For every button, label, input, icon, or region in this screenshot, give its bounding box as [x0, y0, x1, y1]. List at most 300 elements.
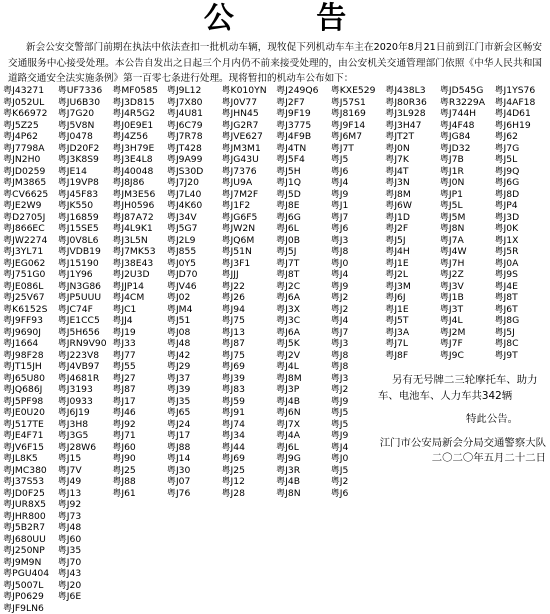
plate-number: 粤J680UU: [3, 534, 58, 546]
plate-number: 粤JMC380: [3, 465, 58, 477]
plate-number: 粤J7J20: [167, 177, 222, 189]
plate-number: 粤J12: [221, 476, 276, 488]
plate-number: 粤J3G5: [58, 430, 113, 442]
plate-number: 粤J20: [58, 580, 113, 592]
plate-number: 粤JD0F25: [3, 488, 58, 500]
plate-number: 粤J3D: [494, 212, 549, 224]
plate-number: 粤J6L: [276, 442, 331, 454]
plate-number: 粤J2L9: [167, 235, 222, 247]
plate-number: 粤JJP14: [112, 281, 167, 293]
plate-number: 粤JE14: [58, 166, 113, 178]
plate-number: 粤J5F4: [276, 154, 331, 166]
plate-number: 粤JVDB19: [58, 246, 113, 258]
plate-number: 粤J3R: [276, 465, 331, 477]
plate-number: 粤JJJ: [221, 269, 276, 281]
plate-number: 粤J1E: [385, 258, 440, 270]
plate-number: 粤J7H: [440, 258, 495, 270]
plate-number: 粤J15190: [58, 258, 113, 270]
plate-number: 粤JG84: [440, 131, 495, 143]
plate-number: 粤J2F7: [276, 97, 331, 109]
plate-number: 粤J3L928: [385, 108, 440, 120]
plate-number: 粤J80R36: [385, 97, 440, 109]
plate-number: 粤J27: [112, 373, 167, 385]
plate-number: 粤J43: [58, 568, 113, 580]
plate-number: 粤J2: [331, 292, 386, 304]
plate-number: 粤JE2W9: [3, 200, 58, 212]
plate-number: 粤J49: [58, 476, 113, 488]
plate-number: 粤J2F: [385, 223, 440, 235]
plate-number: 粤J1D: [385, 212, 440, 224]
plate-number: 粤J1Y96: [58, 269, 113, 281]
plate-number: 粤K6152S: [3, 304, 58, 316]
plate-number: 粤JN2H0: [3, 154, 58, 166]
plate-number: 粤J6E: [58, 591, 113, 603]
plate-number: 粤J48: [58, 522, 113, 534]
plate-number: 粤J8M: [385, 189, 440, 201]
plate-number: 粤J17: [167, 430, 222, 442]
plate-number: 粤J13: [221, 327, 276, 339]
plate-number: 粤J3X: [276, 304, 331, 316]
plate-number: 粤JQ686J: [3, 384, 58, 396]
plate-number: 粤J4: [331, 177, 386, 189]
plate-number: 粤J40048: [112, 166, 167, 178]
plate-number: 粤J5D: [276, 189, 331, 201]
plate-number: 粤J6W: [385, 200, 440, 212]
plate-number: 粤J22: [221, 281, 276, 293]
plate-number: 粤J91: [221, 407, 276, 419]
plate-number: 粤J6A: [276, 292, 331, 304]
plate-number: 粤JH0596: [112, 200, 167, 212]
plate-number: 粤J4Z56: [112, 131, 167, 143]
plate-number: 粤JQ6M: [221, 235, 276, 247]
plate-number: 粤J8: [331, 361, 386, 373]
plate-number: 粤J8G: [494, 315, 549, 327]
plate-number: 粤J5L: [494, 154, 549, 166]
plate-number: 粤J77: [112, 350, 167, 362]
plate-number: 粤J7L40: [167, 189, 222, 201]
plate-number: 粤J0E9E1: [112, 120, 167, 132]
plate-number: 粤JW2N: [221, 223, 276, 235]
plate-number: 粤J4VB97: [58, 361, 113, 373]
plate-number: 粤J6G: [276, 212, 331, 224]
plate-number: 粤J9C: [440, 350, 495, 362]
plate-number: 粤J4L: [440, 315, 495, 327]
plate-number: 粤J1Q: [276, 177, 331, 189]
plate-number: 粤J3N: [385, 177, 440, 189]
plate-number: 粤J9690J: [3, 327, 58, 339]
plate-number: 粤J4F48: [440, 120, 495, 132]
plate-number: 粤J9: [331, 430, 386, 442]
plate-number: 粤JP5UUU: [58, 292, 113, 304]
plate-column: [3, 85, 58, 489]
plate-number: 粤J517TE: [3, 419, 58, 431]
plate-number: 粤J88: [167, 442, 222, 454]
plate-number: 粤J5J: [385, 235, 440, 247]
plate-number: 粤J1B: [440, 292, 495, 304]
plate-number: 粤J4T: [385, 166, 440, 178]
plate-number: 粤J61: [112, 488, 167, 500]
plate-number: 粤J16859: [58, 212, 113, 224]
plate-number: 粤J6G: [494, 177, 549, 189]
plate-number: 粤J4P62: [3, 131, 58, 143]
plate-number: 粤JG2R7: [221, 120, 276, 132]
plate-number: 粤J15SE5: [58, 223, 113, 235]
plate-number: 粤J59: [221, 396, 276, 408]
plate-number: 粤J5K: [276, 338, 331, 350]
plate-number: 粤J90: [112, 453, 167, 465]
plate-number: 粤J9S: [494, 269, 549, 281]
plate-number: 粤J3M: [385, 281, 440, 293]
plate-number: 粤J48: [167, 338, 222, 350]
plate-number: 粤J4U81: [167, 108, 222, 120]
plate-number: 粤J4L9K1: [112, 223, 167, 235]
plate-number: 粤R3229A: [440, 97, 495, 109]
plate-number: 粤J87: [112, 384, 167, 396]
plate-number: 粤J5PF98: [3, 396, 58, 408]
plate-number: 粤J223V8: [58, 350, 113, 362]
plate-number: 粤J5007L: [3, 580, 58, 592]
plate-number: 粤J2C: [276, 281, 331, 293]
plate-number: 粤J5J: [276, 246, 331, 258]
plate-number: 粤J4H: [385, 246, 440, 258]
plate-number: 粤J8D: [494, 189, 549, 201]
plate-number: 粤J75: [221, 350, 276, 362]
plate-number: 粤J5H: [276, 166, 331, 178]
plate-number: 粤J3775: [276, 120, 331, 132]
plate-number: 粤J0: [331, 258, 386, 270]
plate-number: 粤J6M7: [331, 131, 386, 143]
plate-number: 粤J7G: [494, 143, 549, 155]
plate-number: 粤J37S53: [3, 476, 58, 488]
plate-number: 粤J2L: [385, 269, 440, 281]
plate-number: 粤J26: [221, 292, 276, 304]
plate-number: 粤J37: [167, 373, 222, 385]
plate-number: 粤JG6F5: [221, 212, 276, 224]
plate-number: 粤J7376: [221, 166, 276, 178]
plate-number: 粤J5B2R7: [3, 522, 58, 534]
plate-number: 粤JD20F2: [58, 143, 113, 155]
plate-number: 粤J9: [331, 396, 386, 408]
plate-number: 粤J28: [221, 488, 276, 500]
plate-number: 粤JP4: [494, 200, 549, 212]
plate-number: 粤J8E: [276, 200, 331, 212]
plate-number: 粤J4A: [276, 430, 331, 442]
plate-number: 粤J3A: [385, 327, 440, 339]
plate-number: 粤J5: [331, 407, 386, 419]
plate-number: 粤J9L12: [167, 85, 222, 97]
plate-number: 粤J1E: [385, 304, 440, 316]
plate-number: 粤J88: [112, 476, 167, 488]
plate-number: 粤J29: [167, 361, 222, 373]
plate-number: 粤J8T: [276, 269, 331, 281]
plate-number: 粤J9Q: [494, 166, 549, 178]
plate-number: 粤J19VP8: [58, 177, 113, 189]
plate-number: 粤JM3M1: [221, 143, 276, 155]
plate-number: 粤J24: [167, 419, 222, 431]
plate-number: 粤J3H47: [385, 120, 440, 132]
plate-number: 粤JM3E56: [112, 189, 167, 201]
plate-number: 粤JN3G86: [58, 281, 113, 293]
plate-number: 粤J4F9B: [276, 131, 331, 143]
plate-number: 粤JU9A: [221, 177, 276, 189]
plate-number: 粤J2Z: [440, 269, 495, 281]
plate-number: 粤J17: [112, 396, 167, 408]
plate-number: 粤J70: [58, 557, 113, 569]
plate-number: 粤J34: [221, 430, 276, 442]
plate-number: 粤J3V: [440, 281, 495, 293]
plate-number: 粤J5M: [440, 212, 495, 224]
plate-number: 粤JHN45: [221, 108, 276, 120]
plate-number: 粤J87: [221, 338, 276, 350]
plate-column: [58, 85, 113, 489]
plate-number: 粤J5: [331, 154, 386, 166]
plate-number: 粤J4W: [440, 246, 495, 258]
plate-number: 粤JT428: [167, 143, 222, 155]
plate-number: 粤J4B: [276, 476, 331, 488]
plate-number: 粤JVE627: [221, 131, 276, 143]
plate-number: 粤J0V8L6: [58, 235, 113, 247]
plate-number: 粤J2U3D: [112, 269, 167, 281]
plate-number: 粤J60: [58, 534, 113, 546]
plate-number: 粤J25: [221, 465, 276, 477]
plate-number: 粤J744H: [440, 108, 495, 120]
plate-number: 粤J14: [167, 453, 222, 465]
plate-number: 粤JU6B30: [58, 97, 113, 109]
plate-number: 粤JW2274: [3, 235, 58, 247]
plate-number: 粤JM3865: [3, 177, 58, 189]
plate-number: 粤J0N: [440, 177, 495, 189]
plate-number: 粤J7M2F: [221, 189, 276, 201]
plate-number: 粤J5: [331, 465, 386, 477]
plate-number: 粤J4B: [276, 396, 331, 408]
other-vehicles-note: 另有无号牌二三轮摩托车、助力车、电池车、人力车共342辆: [378, 373, 548, 404]
plate-number: 粤J8J86: [112, 177, 167, 189]
issuer-signature: 江门市公安局新会分局交通警察大队: [378, 436, 548, 452]
plate-number: 粤J39: [167, 384, 222, 396]
plate-number: 粤J7T: [331, 143, 386, 155]
plate-number: 粤J92: [58, 499, 113, 511]
plate-number: 粤J8N: [276, 488, 331, 500]
plate-number: 粤J5Z25: [3, 120, 58, 132]
plate-number: 粤J8C: [494, 338, 549, 350]
plate-number: 粤J69: [221, 361, 276, 373]
plate-number: 粤J92: [112, 419, 167, 431]
plate-number: 粤JT2T: [385, 131, 440, 143]
plate-column: [331, 85, 386, 489]
plate-number: 粤J0K: [494, 223, 549, 235]
plate-number: 粤J9M9N: [3, 557, 58, 569]
plate-number: 粤JUR8X5: [3, 499, 58, 511]
plate-number: 粤J4K60: [167, 200, 222, 212]
plate-number: 粤J3E4L8: [112, 154, 167, 166]
plate-number: 粤MF0585: [112, 85, 167, 97]
plate-number: 粤K66972: [3, 108, 58, 120]
plate-number: 粤J7: [331, 212, 386, 224]
plate-number: 粤KXE529: [331, 85, 386, 97]
plate-number: 粤J73: [58, 511, 113, 523]
plate-number: 粤J4D61: [494, 108, 549, 120]
plate-number: 粤JV6F15: [3, 442, 58, 454]
plate-number: 粤J9: [331, 281, 386, 293]
plate-number: 粤J4R5G2: [112, 108, 167, 120]
plate-number: 粤J5T: [385, 315, 440, 327]
plate-number: 粤J44: [221, 442, 276, 454]
plate-number: 粤J6J: [385, 292, 440, 304]
plate-number: 粤J43271: [3, 85, 58, 97]
plate-number: 粤JF9LN6: [3, 603, 58, 614]
plate-number: 粤JE1CC5: [58, 315, 113, 327]
notice-title: 公 告: [0, 2, 550, 36]
plate-number: 粤J8: [331, 246, 386, 258]
plate-number: 粤J855: [167, 246, 222, 258]
plate-number: 粤J438L3: [385, 85, 440, 97]
plate-number: 粤J4E: [494, 281, 549, 293]
plate-number: 粤J9G: [276, 453, 331, 465]
plate-number: 粤J3L5N: [112, 235, 167, 247]
plate-number: 粤J87A72: [112, 212, 167, 224]
plate-number: 粤J30: [167, 465, 222, 477]
plate-number: 粤J34V: [167, 212, 222, 224]
plate-number: 粤J2: [331, 304, 386, 316]
plate-number: 粤J46: [112, 407, 167, 419]
plate-number: 粤J35: [58, 545, 113, 557]
plate-number: 粤J65U80: [3, 373, 58, 385]
plate-number: 粤J6A: [276, 327, 331, 339]
plate-number: 粤J052UL: [3, 97, 58, 109]
plate-number: 粤J7MK53: [112, 246, 167, 258]
plate-number: 粤J9A99: [167, 154, 222, 166]
plate-number: 粤J0933: [58, 396, 113, 408]
plate-number: 粤J7F: [440, 338, 495, 350]
plate-number: 粤J8M: [276, 373, 331, 385]
plate-number: 粤J8F: [385, 350, 440, 362]
plate-number: 粤PGU404: [3, 568, 58, 580]
plate-number: 粤J751G0: [3, 269, 58, 281]
plate-number: 粤J1F2: [221, 200, 276, 212]
plate-number: 粤J0V77: [221, 97, 276, 109]
plate-number: 粤D2705J: [3, 212, 58, 224]
plate-number: 粤J33: [112, 338, 167, 350]
plate-number: 粤J51: [167, 315, 222, 327]
plate-number: 粤J5R: [494, 246, 549, 258]
plate-number: 粤J2M: [440, 327, 495, 339]
plate-number: 粤JS30D: [167, 166, 222, 178]
plate-number: 粤J3K8S9: [58, 154, 113, 166]
plate-number: 粤J15: [58, 453, 113, 465]
plate-number: 粤JRN9V90: [58, 338, 113, 350]
plate-number: 粤J51N: [221, 246, 276, 258]
plate-number: 粤J7R78: [167, 131, 222, 143]
plate-number: 粤J6C79: [167, 120, 222, 132]
plate-number: 粤J9F19: [276, 108, 331, 120]
plate-number: 粤JM4: [167, 304, 222, 316]
plate-number: 粤J3: [331, 235, 386, 247]
plate-number: 粤JG43U: [221, 154, 276, 166]
plate-number: 粤J1YS76: [494, 85, 549, 97]
plate-number: 粤J71: [112, 430, 167, 442]
plate-number: 粤J6T: [494, 304, 549, 316]
plate-number: 粤J94: [221, 304, 276, 316]
plate-number: 粤J3H79E: [112, 143, 167, 155]
plate-number: 粤J6N: [276, 407, 331, 419]
plate-number: 粤J08: [167, 327, 222, 339]
plate-number: 粤J6: [331, 488, 386, 500]
plate-number: 粤J5J: [494, 327, 549, 339]
plate-number: 粤J65: [167, 407, 222, 419]
plate-number: 粤J6J19: [58, 407, 113, 419]
plate-number: 粤J0: [331, 453, 386, 465]
plate-number: 粤JE086L: [3, 281, 58, 293]
plate-number: 粤J3C: [276, 315, 331, 327]
plate-number: 粤J3193: [58, 384, 113, 396]
plate-number: 粤J25V67: [3, 292, 58, 304]
plate-number: 粤J6H19: [494, 120, 549, 132]
plate-number: 粤J7X: [276, 419, 331, 431]
plate-number: 粤J4: [331, 442, 386, 454]
plate-number: 粤J2: [331, 384, 386, 396]
plate-number: 粤J7: [331, 327, 386, 339]
plate-number: 粤J3D815: [112, 97, 167, 109]
plate-number: 粤J8T: [494, 292, 549, 304]
closing-block: [378, 373, 548, 467]
plate-number: 粤J4681R: [58, 373, 113, 385]
plate-number: 粤J1: [331, 200, 386, 212]
plate-number: 粤J74: [221, 419, 276, 431]
plate-number: 粤J7798A: [3, 143, 58, 155]
plate-number: 粤J5V8N: [58, 120, 113, 132]
plate-number: 粤J4AF18: [494, 97, 549, 109]
plate-number: 粤J02: [167, 292, 222, 304]
plate-number: 粤UF7336: [58, 85, 113, 97]
plate-number: 粤J57S1: [331, 97, 386, 109]
plate-number: 粤J1R: [440, 166, 495, 178]
plate-number: 粤J5H656: [58, 327, 113, 339]
plate-number: 粤J0Y5: [167, 258, 222, 270]
plate-number: 粤J75: [221, 315, 276, 327]
plate-number: 粤J866EC: [3, 223, 58, 235]
plate-column: [112, 85, 167, 489]
plate-number: 粤J7V: [58, 465, 113, 477]
notice-intro: 新会公安交警部门前期在执法中依法查扣一批机动车辆，现牧促下列机动车车主在2020年8月21日前到江门市新会区畅安交通服务中心接受处理。本公告自发出之日起三个月内仍不前来接受处理的，由公安机关交通管理部门依照《中华人民共和国道路交通安全法实施条例》第一百零七条进行处理。现将暂扣的机动车公布如下：: [8, 40, 542, 87]
plate-number: 粤J6: [331, 166, 386, 178]
plate-column: [167, 85, 222, 489]
plate-number: 粤J7K: [385, 154, 440, 166]
plate-number: 粤J4TN: [276, 143, 331, 155]
plate-number: 粤J39: [221, 373, 276, 385]
plate-number: 粤J1X: [494, 235, 549, 247]
plate-number: 粤J9: [331, 189, 386, 201]
plate-number: 粤J55: [112, 361, 167, 373]
plate-number: 粤J6: [331, 223, 386, 235]
plate-number: 粤J7L: [385, 338, 440, 350]
plate-number: 粤J69: [221, 453, 276, 465]
plate-number: 粤CV6625: [3, 189, 58, 201]
plate-number: 粤JE4F71: [3, 430, 58, 442]
plate-number: 粤JJ4: [112, 315, 167, 327]
plate-number: 粤J5L: [440, 200, 495, 212]
plate-number: 粤JC74F: [58, 304, 113, 316]
plate-number: 粤J3YL71: [3, 246, 58, 258]
plate-number: 粤J25: [112, 465, 167, 477]
plate-number: 粤J7B: [440, 154, 495, 166]
plate-number: 粤J7A: [440, 235, 495, 247]
plate-number: 粤J7T: [276, 258, 331, 270]
plate-number: 粤JK550: [58, 200, 113, 212]
plate-number: 粤J2: [331, 476, 386, 488]
plate-number: 粤J60: [112, 442, 167, 454]
plate-number: 粤J38E43: [112, 258, 167, 270]
plate-number: 粤JD545G: [440, 85, 495, 97]
